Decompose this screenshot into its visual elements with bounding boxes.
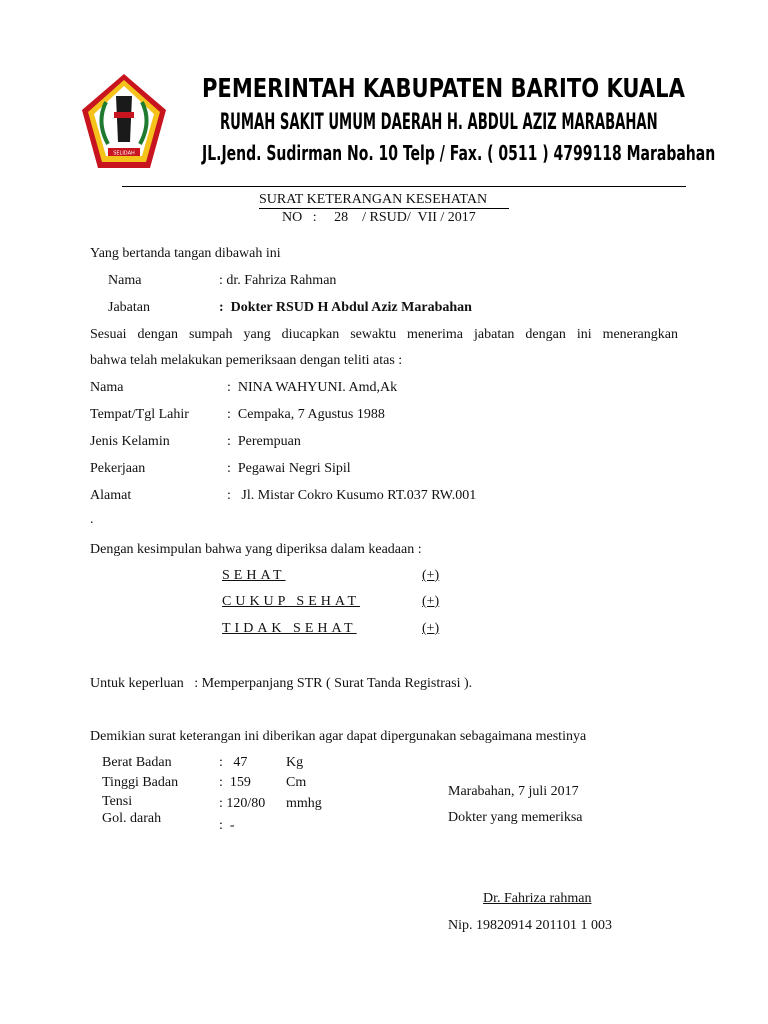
condition-sehat-label: SEHAT [222,568,286,583]
patient-name-label: Nama [90,380,124,395]
doctor-name: Dr. Fahriza rahman [483,891,592,906]
examiner-title: Dokter yang memeriksa [448,810,583,825]
vital-height-unit: Cm [286,775,307,790]
header-line-3: JL.Jend. Sudirman No. 10 Telp / Fax. ( 0511 ) 4799118 Marabahan [202,141,716,165]
vital-weight-value: : 47 [219,755,248,770]
condition-tidak-sehat-label: TIDAK SEHAT [222,621,357,636]
intro-text: Yang bertanda tangan dibawah ini [90,246,281,261]
condition-tidak-sehat-mark: (+) [422,621,440,636]
condition-cukup-sehat-mark: (+) [422,594,440,609]
signer-position-label: Jabatan [108,300,150,315]
patient-birth-label: Tempat/Tgl Lahir [90,407,189,422]
vital-height-label: Tinggi Badan [102,775,179,790]
letter-title: SURAT KETERANGAN KESEHATAN [259,192,488,207]
condition-sehat-mark: (+) [422,568,440,583]
vital-tension-label: Tensi [102,794,133,809]
logo-text: SELIDAH [113,150,135,157]
patient-gender-label: Jenis Kelamin [90,434,170,449]
patient-job-label: Pekerjaan [90,461,146,476]
statement-line-2: bahwa telah melakukan pemeriksaan dengan teliti atas : [90,353,403,368]
vital-tension-value: : 120/80 [219,796,266,811]
stray-dot: . [90,512,94,527]
signer-name-value: : dr. Fahriza Rahman [219,273,337,288]
signer-name-label: Nama [108,273,142,288]
letter-number: NO : 28 / RSUD/ VII / 2017 [282,210,476,225]
header-line-2: RUMAH SAKIT UMUM DAERAH H. ABDUL AZIZ MARABAHAN [220,110,658,135]
patient-address-label: Alamat [90,488,132,503]
place-date: Marabahan, 7 juli 2017 [448,784,579,799]
condition-cukup-sehat-label: CUKUP SEHAT [222,594,360,609]
statement-line-1: Sesuai dengan sumpah yang diucapkan sewaktu menerima jabatan dengan ini menerangkan [90,327,678,342]
vital-height-value: : 159 [219,775,251,790]
patient-name-value: : NINA WAHYUNI. Amd,Ak [227,380,398,395]
vital-weight-label: Berat Badan [102,755,172,770]
signer-position-value: : Dokter RSUD H Abdul Aziz Marabahan [219,300,472,315]
patient-gender-value: : Perempuan [227,434,301,449]
conclusion-intro: Dengan kesimpulan bahwa yang diperiksa dalam keadaan : [90,542,422,557]
doctor-nip: Nip. 19820914 201101 1 003 [448,918,612,933]
vital-blood-value: : - [219,818,235,833]
vital-tension-unit: mmhg [286,796,322,811]
vital-blood-label: Gol. darah [102,811,162,826]
purpose-text: Untuk keperluan : Memperpanjang STR ( Surat Tanda Registrasi ). [90,676,473,691]
hospital-emblem-logo [80,72,168,172]
closing-text: Demikian surat keterangan ini diberikan agar dapat dipergunakan sebagaimana mestinya [90,729,587,744]
patient-address-value: : Jl. Mistar Cokro Kusumo RT.037 RW.001 [227,488,477,503]
title-underline [259,208,509,209]
patient-birth-value: : Cempaka, 7 Agustus 1988 [227,407,385,422]
header-line-1: PEMERINTAH KABUPATEN BARITO KUALA [202,74,685,104]
header-divider [122,186,686,187]
patient-job-value: : Pegawai Negri Sipil [227,461,351,476]
vital-weight-unit: Kg [286,755,304,770]
